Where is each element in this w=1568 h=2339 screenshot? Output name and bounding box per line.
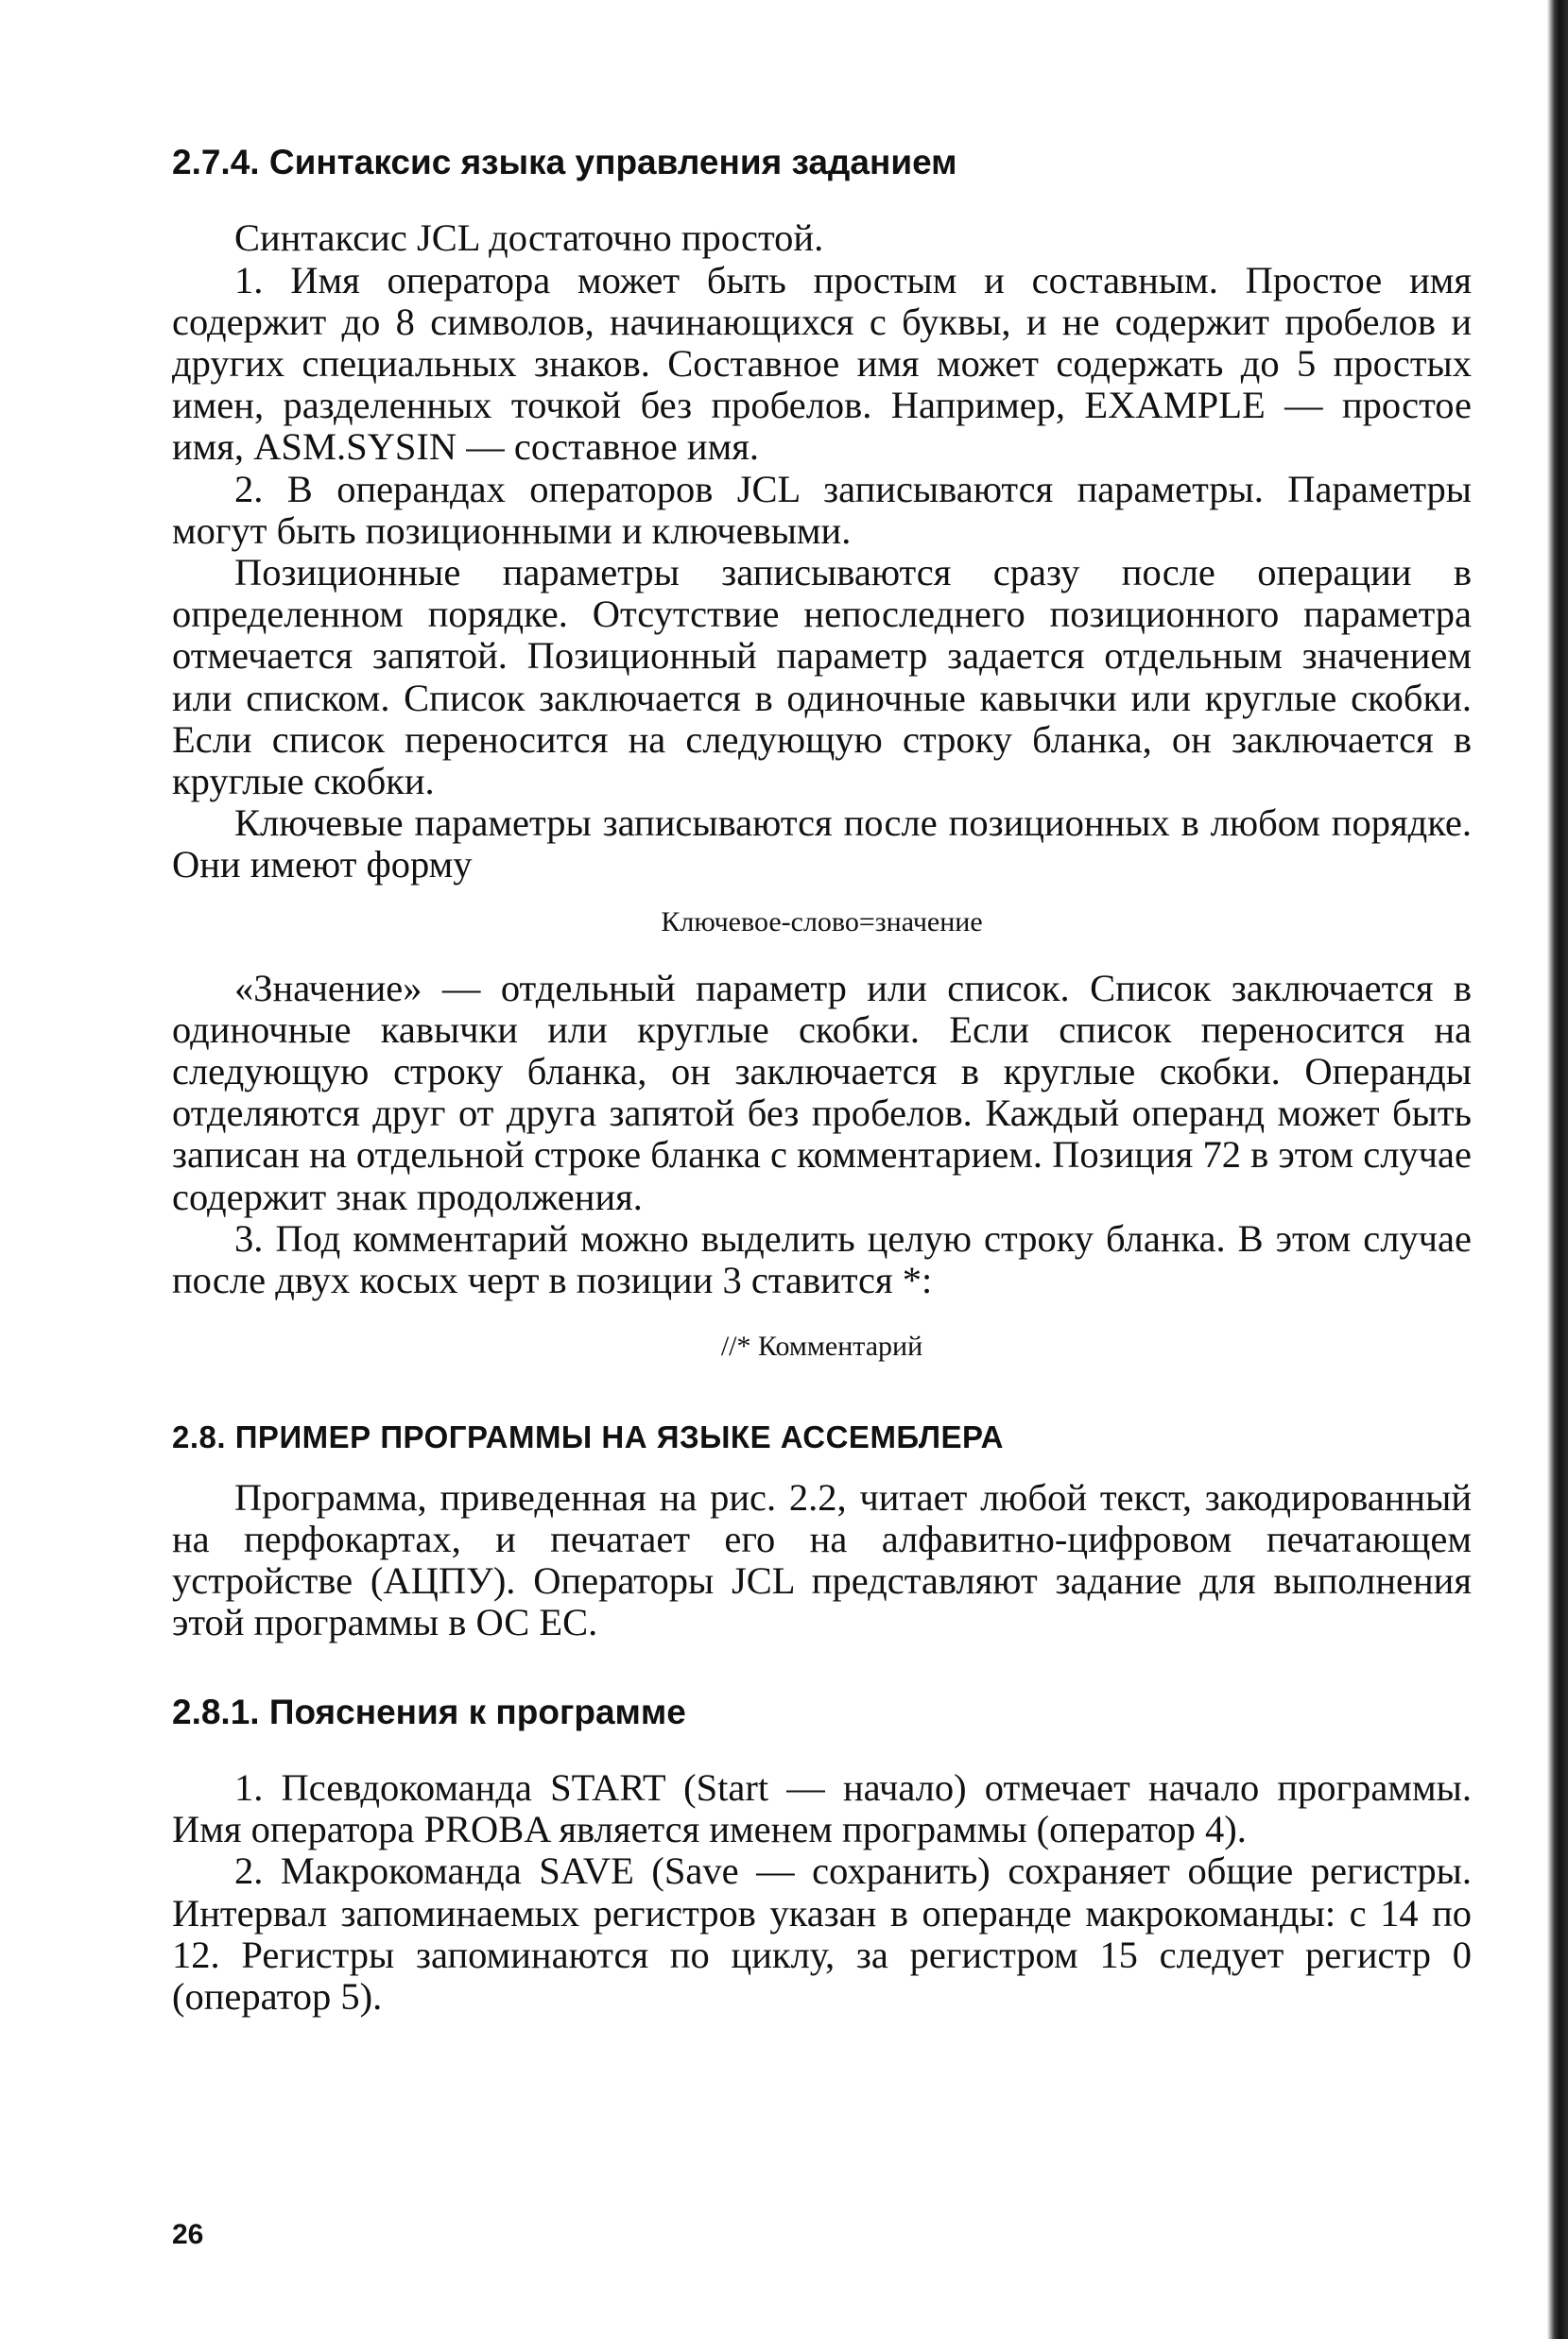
paragraph: Программа, приведенная на рис. 2.2, читает любой текст, закодированный на перфокартах, и печатает его на алфавитно-цифровом печатающем устройстве (АЦПУ). Операторы JCL представляют задание для выполнения этой программы в ОС ЕС. (172, 1475, 1472, 1644)
paragraph: Синтаксис JCL достаточно простой. (234, 216, 824, 260)
subsection-title-2-7-4: 2.7.4. Синтаксис языка управления заданием (172, 143, 957, 181)
scan-edge-shadow (1547, 0, 1568, 2339)
paragraph: Ключевые параметры записываются после позиционных в любом порядке. Они имеют форму (172, 801, 1472, 886)
paragraph: Позиционные параметры записываются сразу после операции в определенном порядке. Отсутствие непоследнего позиционного параметра отмечается запятой. Позиционный параметр задается отдельным значением или списком. Список заключается в одиночные кавычки или круглые скобки. Если список переносится на следующую строку бланка, он заключается в круглые скобки. (172, 551, 1472, 803)
subsection-title-2-8-1: 2.8.1. Пояснения к программе (172, 1692, 686, 1731)
page-number: 26 (172, 2219, 204, 2250)
paragraph: 2. Макрокоманда SAVE (Save — сохранить) сохраняет общие регистры. Интервал запоминаемых регистров указан в операнде макрокоманды: с 14 по 12. Регистры запоминаются по циклу, за регистром 15 следует регистр 0 (оператор 5). (172, 1849, 1472, 2019)
page-body (172, 142, 1472, 2018)
section-title-2-8: 2.8. ПРИМЕР ПРОГРАММЫ НА ЯЗЫКЕ АССЕМБЛЕРА (172, 1419, 1004, 1455)
comment-example: //* Комментарий (720, 1331, 923, 1363)
paragraph: 2. В операндах операторов JCL записываются параметры. Параметры могут быть позиционными и ключевыми. (172, 467, 1472, 552)
paragraph: 3. Под комментарий можно выделить целую строку бланка. В этом случае после двух косых черт в позиции 3 ставится *: (172, 1216, 1472, 1302)
paragraph: 1. Псевдокоманда START (Start — начало) отмечает начало программы. Имя оператора PROBA является именем программы (оператор 4). (172, 1766, 1472, 1851)
paragraph: «Значение» — отдельный параметр или список. Список заключается в одиночные кавычки или круглые скобки. Если список переносится на следующую строку бланка, он заключается в круглые скобки. Операнды отделяются друг от друга запятой без пробелов. Каждый операнд может быть записан на отдельной строке бланка с комментарием. Позиция 72 в этом случае содержит знак продолжения. (172, 966, 1472, 1218)
keyword-form-formula: Ключевое-слово=значение (661, 905, 983, 937)
paragraph: 1. Имя оператора может быть простым и составным. Простое имя содержит до 8 символов, начинающихся с буквы, и не содержит пробелов и других специальных знаков. Составное имя может содержать до 5 простых имен, разделенных точкой без пробелов. Например, EXAMPLE — простое имя, ASM.SYSIN — составное имя. (172, 258, 1472, 469)
